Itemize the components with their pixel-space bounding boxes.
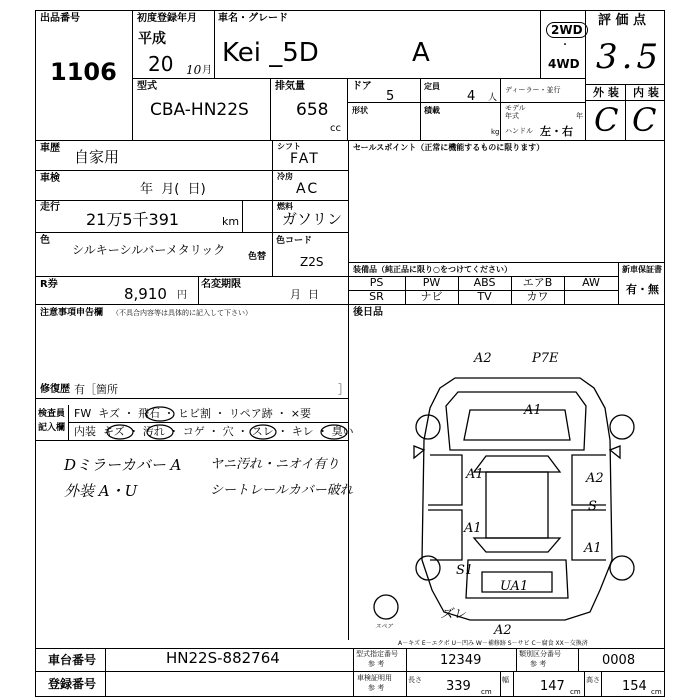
note-mirror-cover: Dミラーカバー A bbox=[64, 456, 182, 474]
equipment-label: 装備品（純正品に限り○をつけてください） bbox=[353, 265, 512, 274]
width-label: 幅 bbox=[502, 676, 509, 684]
sales-points-label: セールスポイント（正常に機能するものに限ります） bbox=[353, 143, 545, 152]
category-label: 類別区分番号 bbox=[519, 650, 561, 658]
color-change-label: 色替 bbox=[248, 252, 267, 262]
shape-label: 形状 bbox=[352, 106, 368, 115]
height: 154 bbox=[622, 679, 647, 694]
fw-row: FW キズ ・ 飛石 ・ ヒビ割 ・ リペア跡 ・ ×要 bbox=[74, 407, 311, 420]
score: 3.5 bbox=[596, 37, 663, 77]
model: CBA-HN22S bbox=[150, 100, 249, 120]
score-label: 評 価 点 bbox=[598, 13, 647, 28]
note-exterior: 外装 A・U bbox=[64, 482, 138, 500]
inspector-circles bbox=[68, 404, 350, 440]
inspector-label-2: 記入欄 bbox=[38, 423, 66, 433]
equipment-item: PS bbox=[369, 276, 384, 289]
grade: A bbox=[412, 38, 430, 68]
damage-mark: A1 bbox=[466, 467, 484, 482]
drive-2wd: 2WD bbox=[546, 22, 588, 38]
load-unit: kg bbox=[491, 128, 500, 136]
chassis-label: 車台番号 bbox=[48, 653, 97, 667]
damage-mark: A1 bbox=[524, 403, 542, 418]
interior-row: 内装 キズ ・ 汚れ ・ コゲ ・ 穴 ・ スレ ・ キレ ・ 臭い bbox=[74, 425, 354, 438]
first-registration-label: 初度登録年月 bbox=[137, 13, 197, 24]
history: 自家用 bbox=[74, 148, 120, 166]
title-expiry-label: 名変期限 bbox=[201, 279, 241, 290]
shift-label: シフト bbox=[277, 142, 301, 151]
width: 147 bbox=[540, 679, 565, 694]
damage-mark: A2 bbox=[474, 351, 492, 366]
shift: FAT bbox=[290, 151, 320, 167]
damage-mark: UA1 bbox=[500, 579, 529, 594]
caution-sub: （不具合内容等は具体的に記入して下さい） bbox=[112, 309, 252, 317]
doors-label: ドア bbox=[352, 81, 372, 92]
equipment-item: ナビ bbox=[420, 290, 443, 303]
spare-label: スペア bbox=[375, 623, 394, 630]
title-expiry: 月 日 bbox=[290, 288, 319, 301]
aftermarket-label: 後日品 bbox=[353, 307, 383, 318]
damage-mark: A2 bbox=[494, 623, 512, 638]
recycle-label: R券 bbox=[40, 279, 58, 290]
equipment-item: ABS bbox=[473, 276, 496, 289]
lot-number-label: 出品番号 bbox=[40, 13, 80, 24]
warranty-value: 有・無 bbox=[626, 283, 659, 296]
model-year-label: モデル 年式 bbox=[505, 104, 526, 120]
equipment-item: AW bbox=[582, 276, 600, 289]
equipment-item: PW bbox=[422, 276, 441, 289]
km-unit: km bbox=[222, 215, 240, 228]
height-label: 高さ bbox=[586, 676, 600, 684]
damage-mark: P7E bbox=[532, 351, 559, 366]
model-label: 型式 bbox=[137, 81, 157, 92]
drive-4wd: 4WD bbox=[548, 57, 580, 71]
cert-sub: 参 考 bbox=[368, 684, 385, 692]
seats-unit: 人 bbox=[488, 93, 498, 103]
category-sub: 参 考 bbox=[530, 660, 547, 668]
color-label: 色 bbox=[40, 235, 50, 246]
ac-label: 冷房 bbox=[277, 172, 293, 181]
damage-legend: A－キズ E－エクボ U－凹み W－補修跡 S－サビ C－腐食 XX－交換済 bbox=[398, 640, 588, 647]
category-number: 0008 bbox=[602, 653, 636, 668]
registration-year: 20 bbox=[148, 52, 174, 76]
type-label: 型式指定番号 bbox=[356, 650, 398, 658]
damage-mark: A1 bbox=[584, 541, 602, 556]
length-unit: cm bbox=[481, 688, 492, 696]
recycle-amount: 8,910 bbox=[124, 285, 167, 303]
color: シルキーシルバーメタリック bbox=[72, 243, 226, 257]
exterior-grade: C bbox=[594, 101, 619, 139]
car-name: Kei _5D bbox=[222, 38, 319, 68]
damage-mark: A2 bbox=[586, 471, 604, 486]
equipment-item: カワ bbox=[526, 290, 549, 303]
equipment-item: SR bbox=[369, 290, 384, 303]
length-label: 長さ bbox=[408, 676, 422, 684]
car-damage-diagram bbox=[350, 340, 665, 640]
caution-label: 注意事項申告欄 bbox=[40, 308, 104, 318]
inspection-label: 車検 bbox=[40, 173, 60, 184]
chassis-number: HN22S-882764 bbox=[166, 649, 280, 667]
type-sub: 参 考 bbox=[368, 660, 385, 668]
type-number: 12349 bbox=[440, 653, 482, 668]
fuel: ガソリン bbox=[282, 210, 343, 228]
year-unit: 年 bbox=[576, 112, 583, 120]
interior-label: 内 装 bbox=[633, 86, 659, 99]
height-unit: cm bbox=[651, 688, 662, 696]
equipment-item: エアB bbox=[522, 276, 553, 289]
interior-grade: C bbox=[632, 101, 657, 139]
width-unit: cm bbox=[570, 688, 581, 696]
registration-number-label: 登録番号 bbox=[48, 677, 97, 691]
color-code-label: 色コード bbox=[276, 236, 313, 246]
handle: 左・右 bbox=[540, 125, 573, 138]
note-seat-rail: シートレールカバー破れ bbox=[210, 483, 353, 498]
seats: 4 bbox=[467, 89, 476, 104]
damage-mark: A1 bbox=[464, 521, 482, 536]
color-code: Z2S bbox=[300, 255, 324, 269]
seats-label: 定員 bbox=[424, 82, 440, 91]
month-unit: 月 bbox=[202, 65, 212, 76]
cc-unit: cc bbox=[330, 123, 341, 134]
fuel-label: 燃料 bbox=[277, 202, 293, 211]
registration-month: 10 bbox=[186, 63, 202, 77]
history-label: 車歴 bbox=[40, 143, 60, 154]
displacement-label: 排気量 bbox=[275, 81, 305, 92]
note-smell: ヤニ汚れ・ニオイ有り bbox=[210, 457, 340, 472]
car-name-label: 車名・グレード bbox=[218, 13, 288, 24]
inspector-label: 検査員 bbox=[38, 409, 66, 419]
cert-label: 車検証明用 bbox=[357, 674, 392, 682]
mileage: 21万5千391 bbox=[86, 210, 180, 229]
repair-close: ］ bbox=[338, 383, 349, 396]
damage-mark: ズレ bbox=[440, 607, 467, 622]
damage-mark: S bbox=[588, 499, 597, 514]
mileage-label: 走行 bbox=[40, 202, 60, 213]
warranty-label: 新車保証書 bbox=[622, 265, 662, 274]
handle-label: ハンドル bbox=[505, 127, 533, 135]
inspection: 年 月( 日) bbox=[140, 182, 206, 197]
exterior-label: 外 装 bbox=[593, 86, 619, 99]
damage-mark: S1 bbox=[456, 563, 474, 578]
lot-number: 1106 bbox=[50, 58, 117, 86]
repair-history: 有［箇所 bbox=[74, 383, 118, 396]
load-label: 積載 bbox=[424, 106, 440, 115]
displacement: 658 bbox=[296, 100, 329, 120]
ac: AC bbox=[296, 181, 320, 197]
yen-unit: 円 bbox=[177, 290, 187, 301]
dealer-label: ディーラー・並行 bbox=[505, 86, 561, 94]
era: 平成 bbox=[138, 31, 166, 47]
doors: 5 bbox=[386, 89, 395, 104]
repair-label: 修復歴 bbox=[40, 384, 70, 395]
equipment-item: TV bbox=[477, 290, 492, 303]
length: 339 bbox=[446, 679, 471, 694]
